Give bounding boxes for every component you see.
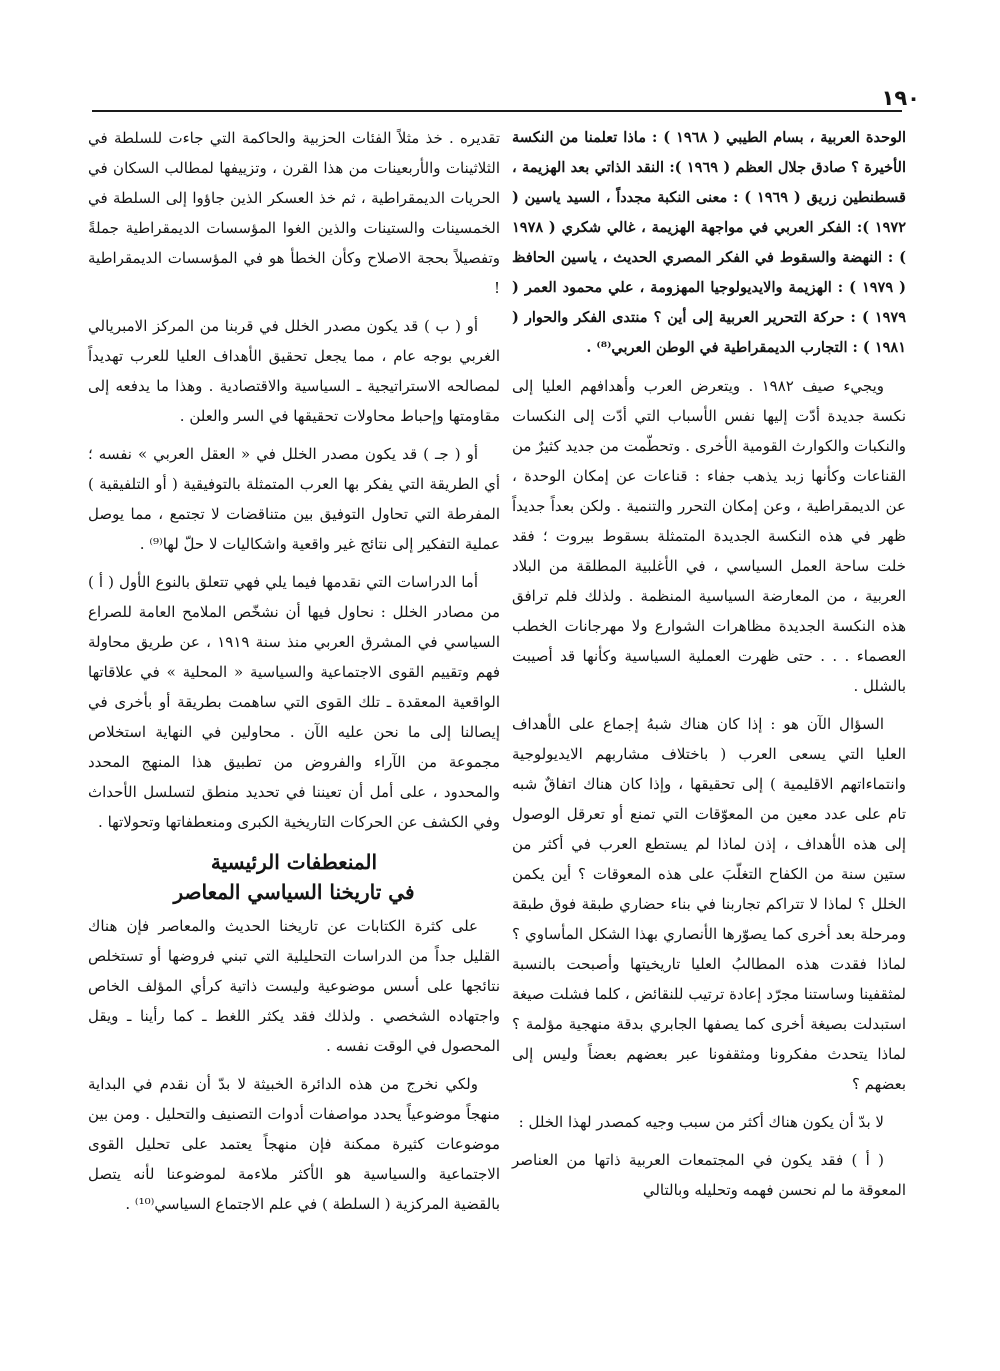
body-paragraph: على كثرة الكتابات عن تاريخنا الحديث والمعاصر فإن هناك القليل جداً من الدراسات التحليلية التي تبني فروضها أو تستخلص نتائجها على أسس موضوعية وليست ذاتية كرأي المؤلف الخاص واجتهاده الشخصي . ولذلك فقد يكثر اللغط ـ كما رأينا ـ ويقل المحصول في الوقت نفسه . [88,917,500,1055]
body-paragraph: ( أ ) فقد يكون في المجتمعات العربية ذاتها من العناصر المعوقة ما لم نحسن فهمه وتحليله وبالتالي [512,1151,906,1199]
header-rule [92,110,902,112]
left-column [88,123,500,1219]
body-paragraph: لا بدّ أن يكون هناك أكثر من سبب وجيه كمصدر لهذا الخلل : [518,1113,884,1131]
body-paragraph: أما الدراسات التي نقدمها فيما يلي فهي تتعلق بالنوع الأول ( أ ) من مصادر الخلل : نحاول فيها أن نشخّص الملامح العامة للصراع السياسي في المشرق العربي منذ سنة ١٩١٩ ، عن طريق محاولة فهم وتقييم القوى الاجتماعية والسياسية « المحلية » في علاقاتها الواقعية المعقدة ـ تلك القوى التي ساهمت بطريقة أو بأخرى في إيصالنا إلى ما نحن عليه الآن . محاولين في النهاية استخلاص مجموعة من الآراء والفروض من تطبيق هذا المنهج المحدد والمحدود ، على أمل أن تعيننا في تحديد منطق لتسلسل الأحداث وفي الكشف عن الحركات التاريخية الكبرى ومنعطفاتها وتحولاتها . [88,573,501,831]
section-heading [88,847,500,907]
body-paragraph: أو ( جـ ) قد يكون مصدر الخلل في « العقل العربي » نفسه ؛ أي الطريقة التي يفكر بها العرب المتمثلة بالتوفيقية ( أو التلفيقية ) المفرطة التي تحاول التوفيق بين متناقضات لا تجتمع ، مما يوصل عملية التفكير إلى نتائج غير واقعية واشكاليات لا حلّ لها⁽⁹⁾ . [88,445,500,553]
body-paragraph: السؤال الآن هو : إذا كان هناك شبهُ إجماع على الأهداف العليا التي يسعى العرب ( باختلاف مشاربهم الايديولوجية وانتماءاتهم الاقليمية ) إلى تحقيقها ، وإذا كان هناك اتفاقٌ شبه تام على عدد معين من المعوّقات التي تمنع أو تعرقل الوصول إلى هذه الأهداف ، إذن لماذا لم يستطع العرب في أكثر من ستين سنة من الكفاح التغلّبَ على هذه المعوقات ؟ أين يكمن الخلل ؟ لماذا لا تتراكم تجاربنا في بناء حضاري طبقة فوق طبقة ومرحلة بعد أخرى كما يصوّرها الأنصاري بهذا الشكل المأساوي ؟ لماذا فقدت هذه المطالبُ العليا تاريخيتها وأصبحت بالنسبة لمثقفينا وساستنا مجرّد إعادة ترتيب للنقائض ، كلما فشلت صيغة استبدلت بصيغة أخرى كما يصفها الجابري بدقة منهجية مؤلمة ؟ لماذا يتحدث مفكرونا ومثقفونا عبر بعضهم بعضاً وليس إلى بعضهم ؟ [512,715,906,1093]
bibliography-paragraph: الوحدة العربية ، بسام الطيبي ( ١٩٦٨ ) : ماذا تعلمنا من النكسة الأخيرة ؟ صادق جلال العظم ( ١٩٦٩ ): النقد الذاتي بعد الهزيمة ، قسطنطين زريق ( ١٩٦٩ ) : معنى النكبة مجدداً ، السيد ياسين ( ١٩٧٢ ): الفكر العربي في مواجهة الهزيمة ، غالي شكري ( ١٩٧٨ ) : النهضة والسقوط في الفكر المصري الحديث ، ياسين الحافظ ( ١٩٧٩ ) : الهزيمة والايديولوجيا المهزومة ، علي محمود العمر ( ١٩٧٩ ) : حركة التحرير العربية إلى أين ؟ منتدى الفكر والحوار ( ١٩٨١ ) : التجارب الديمقراطية في الوطن العربي⁽⁸⁾ . [512,129,906,356]
body-paragraph: أو ( ب ) قد يكون مصدر الخلل في قربنا من المركز الامبريالي الغربي بوجه عام ، مما يجعل تحقيق الأهداف العليا للعرب تهديداً لمصالحه الاستراتيجية ـ السياسية والاقتصادية . وهذا ما يدفعه إلى مقاومتها وإحباط محاولات تحقيقها في السر والعلن . [88,317,500,425]
body-paragraph: ويجيء صيف ١٩٨٢ . ويتعرض العرب وأهدافهم العليا إلى نكسة جديدة أدّت إليها نفس الأسباب التي أدّت إلى النكسات والنكبات والكوارث القومية الأخرى . وتحطّمت من جديد كثيرٌ من القناعات وكأنها زبد يذهب جفاء : قناعات عن إمكان الوحدة ، عن الديمقراطية ، وعن إمكان التحرر والتنمية . ولكن بعداً جديداً ظهر في هذه النكسة الجديدة المتمثلة بسقوط بيروت ؛ فقد خلت ساحة العمل السياسي ، في الأغلبية المطلقة من البلاد العربية ، من المعارضة السياسية المنظمة . ولذلك فلم ترافق هذه النكسة الجديدة مظاهرات الشوارع ولا مهرجانات الخطب العصماء . . . حتى ظهرت العملية السياسية وكأنها قد أصيبت بالشلل . [512,377,906,695]
right-column [512,123,906,1205]
body-paragraph: ولكي نخرج من هذه الدائرة الخبيثة لا بدّ أن نقدم في البداية منهجاً موضوعياً يحدد مواصفات أدوات التصنيف والتحليل . ومن بين موضوعات كثيرة ممكنة فإن منهجاً يعتمد على تحليل القوى الاجتماعية والسياسية هو الأكثر ملاءمة لموضوعنا لأنه يتصل بالقضية المركزية ( السلطة ) في علم الاجتماع السياسي⁽¹⁰⁾ . [88,1075,500,1213]
section-heading-line-1: المنعطفات الرئيسية [210,850,378,874]
section-heading-line-2: في تاريخنا السياسي المعاصر [173,880,415,904]
body-paragraph: تقديره . خذ مثلاً الفئات الحزبية والحاكمة التي جاءت للسلطة في الثلاثينات والأربعينات من هذا القرن ، وتزييفها لمطالب السكان في الحريات الديمقراطية ، ثم خذ العسكر الذين جاؤوا إلى السلطة في الخمسينات والستينات والذين الغوا المؤسسات الديمقراطية جملةً وتفصيلاً بحجة الاصلاح وكأن الخطأ هو في المؤسسات الديمقراطية ! [88,129,500,297]
page-number: ١٩٠ [881,86,920,110]
